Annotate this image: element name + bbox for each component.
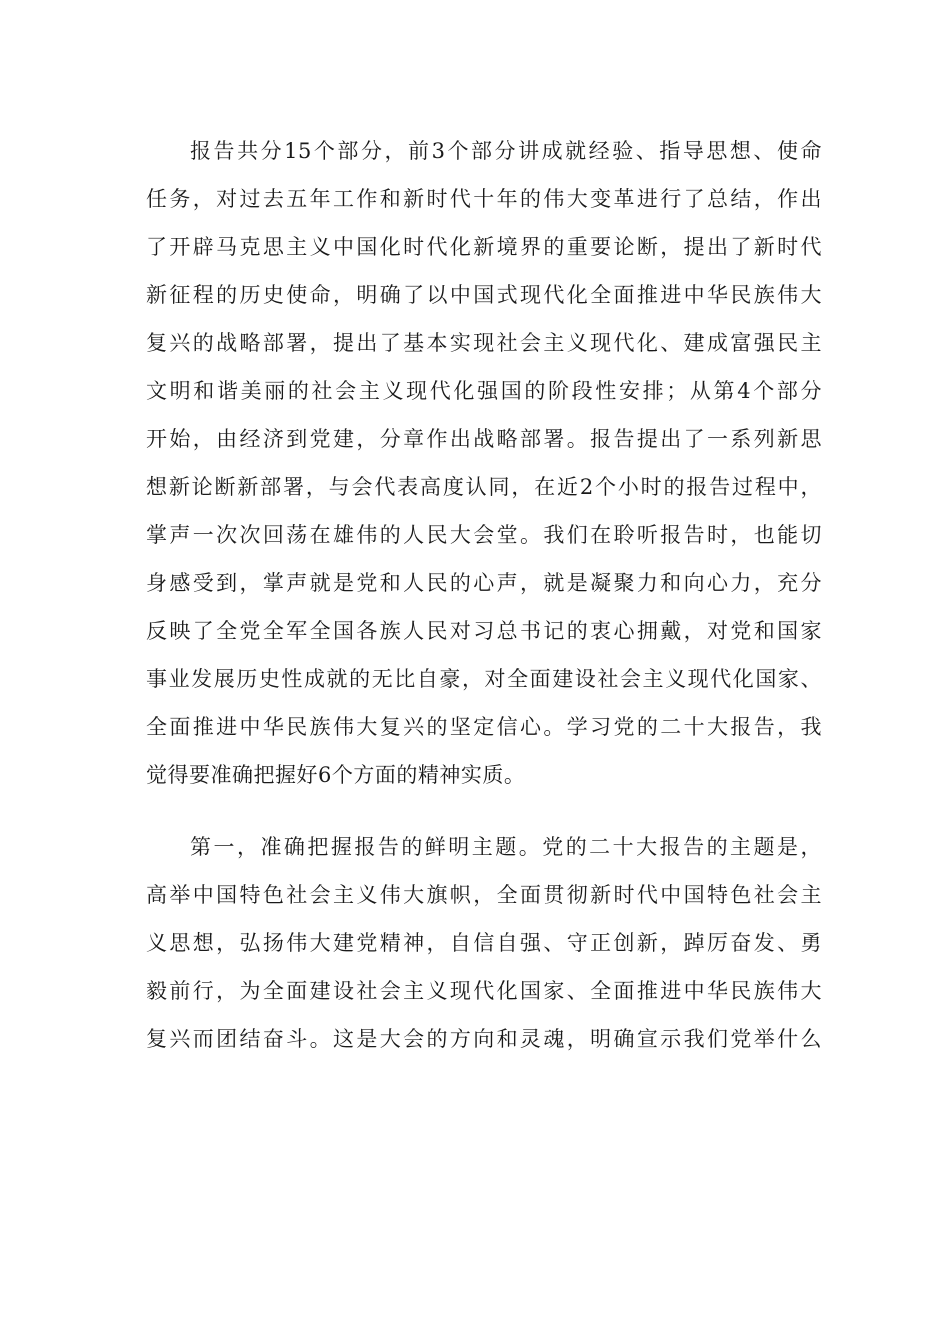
text-line: 掌声一次次回荡在雄伟的人民大会堂。我们在聆听报告时，也能切	[146, 523, 822, 547]
paragraph-2	[146, 823, 822, 1063]
text-line: 第一，准确把握报告的鲜明主题。党的二十大报告的主题是，	[190, 835, 822, 859]
text-line: 事业发展历史性成就的无比自豪，对全面建设社会主义现代化国家、	[146, 667, 822, 691]
paragraph-1	[146, 127, 822, 799]
text-line: 高举中国特色社会主义伟大旗帜，全面贯彻新时代中国特色社会主	[146, 883, 822, 907]
text-line: 反映了全党全军全国各族人民对习总书记的衷心拥戴，对党和国家	[146, 619, 822, 643]
text-line: 想新论断新部署，与会代表高度认同，在近2个小时的报告过程中，	[146, 475, 822, 499]
text-line: 新征程的历史使命，明确了以中国式现代化全面推进中华民族伟大	[146, 283, 822, 307]
text-line: 文明和谐美丽的社会主义现代化强国的阶段性安排；从第4个部分	[146, 379, 822, 403]
text-line: 开始，由经济到党建，分章作出战略部署。报告提出了一系列新思	[146, 427, 822, 451]
paragraph-spacer	[146, 799, 822, 823]
text-line: 报告共分15个部分，前3个部分讲成就经验、指导思想、使命	[190, 139, 822, 163]
text-line: 了开辟马克思主义中国化时代化新境界的重要论断，提出了新时代	[146, 235, 822, 259]
text-line: 复兴而团结奋斗。这是大会的方向和灵魂，明确宣示我们党举什么	[146, 1027, 822, 1051]
text-line: 复兴的战略部署，提出了基本实现社会主义现代化、建成富强民主	[146, 331, 822, 355]
text-line: 毅前行，为全面建设社会主义现代化国家、全面推进中华民族伟大	[146, 979, 822, 1003]
text-line: 身感受到，掌声就是党和人民的心声，就是凝聚力和向心力，充分	[146, 571, 822, 595]
text-line: 觉得要准确把握好6个方面的精神实质。	[146, 763, 526, 787]
document-body	[146, 127, 822, 1063]
text-line: 任务，对过去五年工作和新时代十年的伟大变革进行了总结，作出	[146, 187, 822, 211]
text-line: 全面推进中华民族伟大复兴的坚定信心。学习党的二十大报告，我	[146, 715, 822, 739]
text-line: 义思想，弘扬伟大建党精神，自信自强、守正创新，踔厉奋发、勇	[146, 931, 822, 955]
